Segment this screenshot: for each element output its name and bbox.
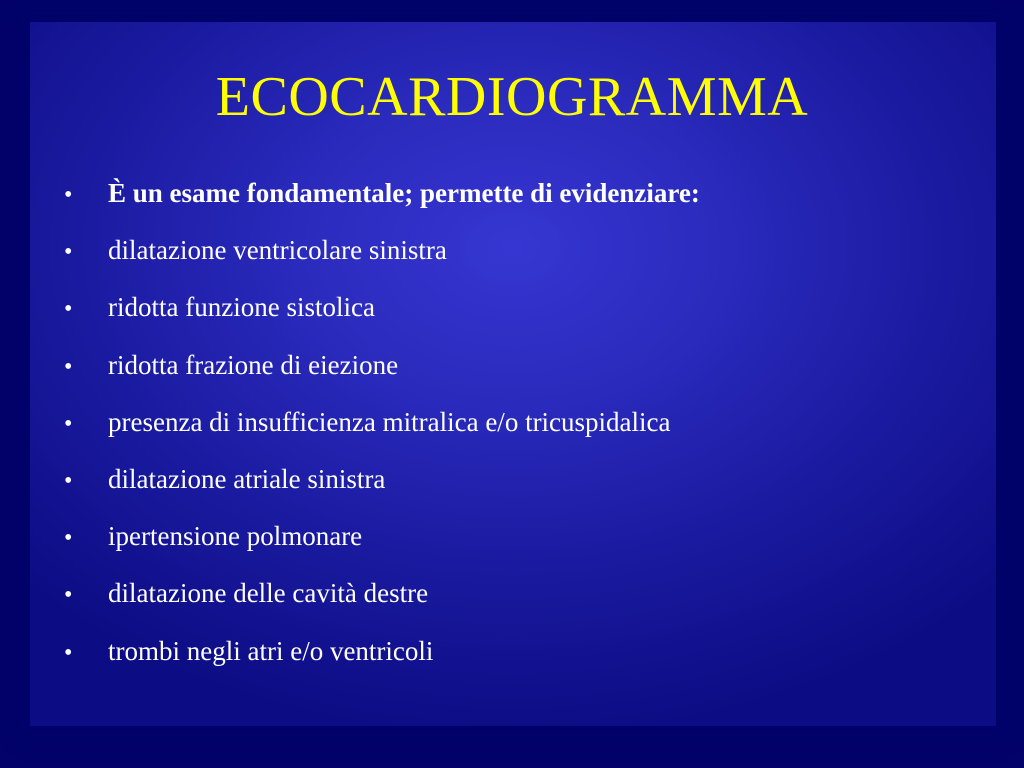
bullet-text: ridotta funzione sistolica	[108, 292, 375, 323]
bullet-text: dilatazione delle cavità destre	[108, 578, 429, 609]
bullet-icon: •	[64, 182, 73, 208]
bullet-text: ridotta frazione di eiezione	[108, 349, 399, 380]
bullet-icon: •	[64, 296, 73, 323]
bullet-list	[62, 178, 700, 693]
bullet-icon: •	[64, 639, 73, 666]
bullet-icon: •	[64, 239, 73, 266]
slide-title: ECOCARDIOGRAMMA	[215, 66, 809, 128]
bullet-item	[62, 464, 700, 521]
bullet-item	[62, 350, 700, 407]
bullet-text: trombi negli atri e/o ventricoli	[108, 635, 434, 666]
bullet-icon: •	[64, 467, 73, 494]
bullet-item	[62, 235, 700, 292]
bullet-item	[62, 407, 700, 464]
bullet-text: dilatazione atriale sinistra	[108, 463, 386, 494]
bullet-text: dilatazione ventricolare sinistra	[108, 235, 447, 266]
bullet-icon: •	[64, 525, 73, 552]
bullet-text: ipertensione polmonare	[108, 521, 363, 552]
bullet-text: presenza di insufficienza mitralica e/o tricuspidalica	[108, 406, 671, 437]
bullet-item-intro	[62, 178, 700, 235]
bullet-icon: •	[64, 582, 73, 609]
bullet-icon: •	[64, 353, 73, 380]
bullet-text: È un esame fondamentale; permette di evidenziare:	[108, 178, 700, 208]
bullet-item	[62, 521, 700, 578]
bullet-item	[62, 292, 700, 349]
bullet-item	[62, 636, 700, 693]
bullet-icon: •	[64, 410, 73, 437]
bullet-item	[62, 578, 700, 635]
